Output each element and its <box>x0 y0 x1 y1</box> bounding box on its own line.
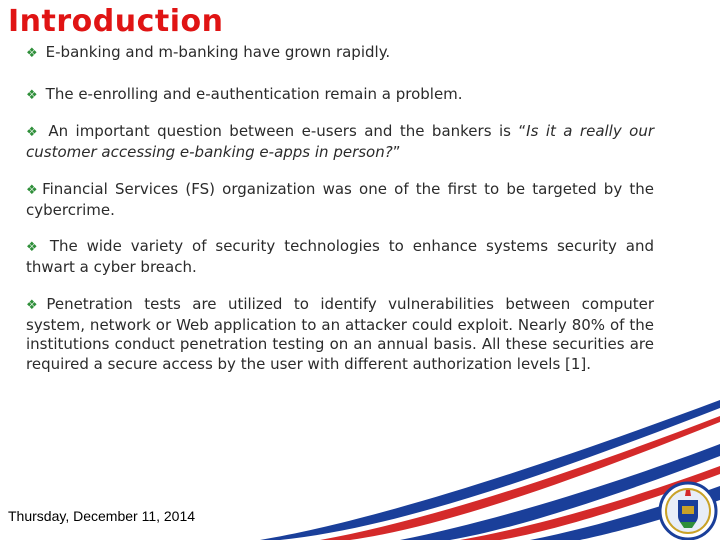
bullet-item <box>26 180 654 220</box>
green-diamond-bullet-icon: ❖ <box>26 298 45 313</box>
bullet-item <box>26 43 654 64</box>
bullet-text: Penetration tests are utilized to identify vulnerabilities between computer system, network or Web application to an attacker could exploit. Nearly 80% of the institutions conduct penetration testing on an annual basis. All these securities are required a secure access by the user with different authorization levels [1]. <box>26 295 654 373</box>
bullet-text-italic: Is it a really our customer accessing e-banking e-apps in person? <box>26 122 655 161</box>
green-diamond-bullet-icon: ❖ <box>26 183 41 198</box>
green-diamond-bullet-icon: ❖ <box>26 46 38 61</box>
footer-date: Thursday, December 11, 2014 <box>8 508 196 524</box>
green-diamond-bullet-icon: ❖ <box>26 240 42 255</box>
bullet-text: Financial Services (FS) organization was one of the first to be targeted by the cybercrime. <box>26 180 654 219</box>
bullet-text-suffix: ” <box>392 142 401 161</box>
green-diamond-bullet-icon: ❖ <box>26 88 38 103</box>
bullet-item <box>26 85 654 106</box>
bullet-text: E-banking and m-banking have grown rapidly. <box>45 43 391 61</box>
bullet-item <box>26 122 654 162</box>
green-diamond-bullet-icon: ❖ <box>26 125 41 140</box>
slide-title: Introduction <box>8 4 224 39</box>
bullet-text: The wide variety of security technologies to enhance systems security and thwart a cyber breach. <box>26 237 655 276</box>
blue-red-swoosh <box>260 400 720 540</box>
bullet-item <box>26 295 654 374</box>
bullet-item <box>26 237 654 277</box>
bullet-text: An important question between e-users and the bankers is “ <box>48 122 527 140</box>
university-crest-logo <box>656 478 720 540</box>
bullet-text: The e-enrolling and e-authentication remain a problem. <box>45 85 463 103</box>
